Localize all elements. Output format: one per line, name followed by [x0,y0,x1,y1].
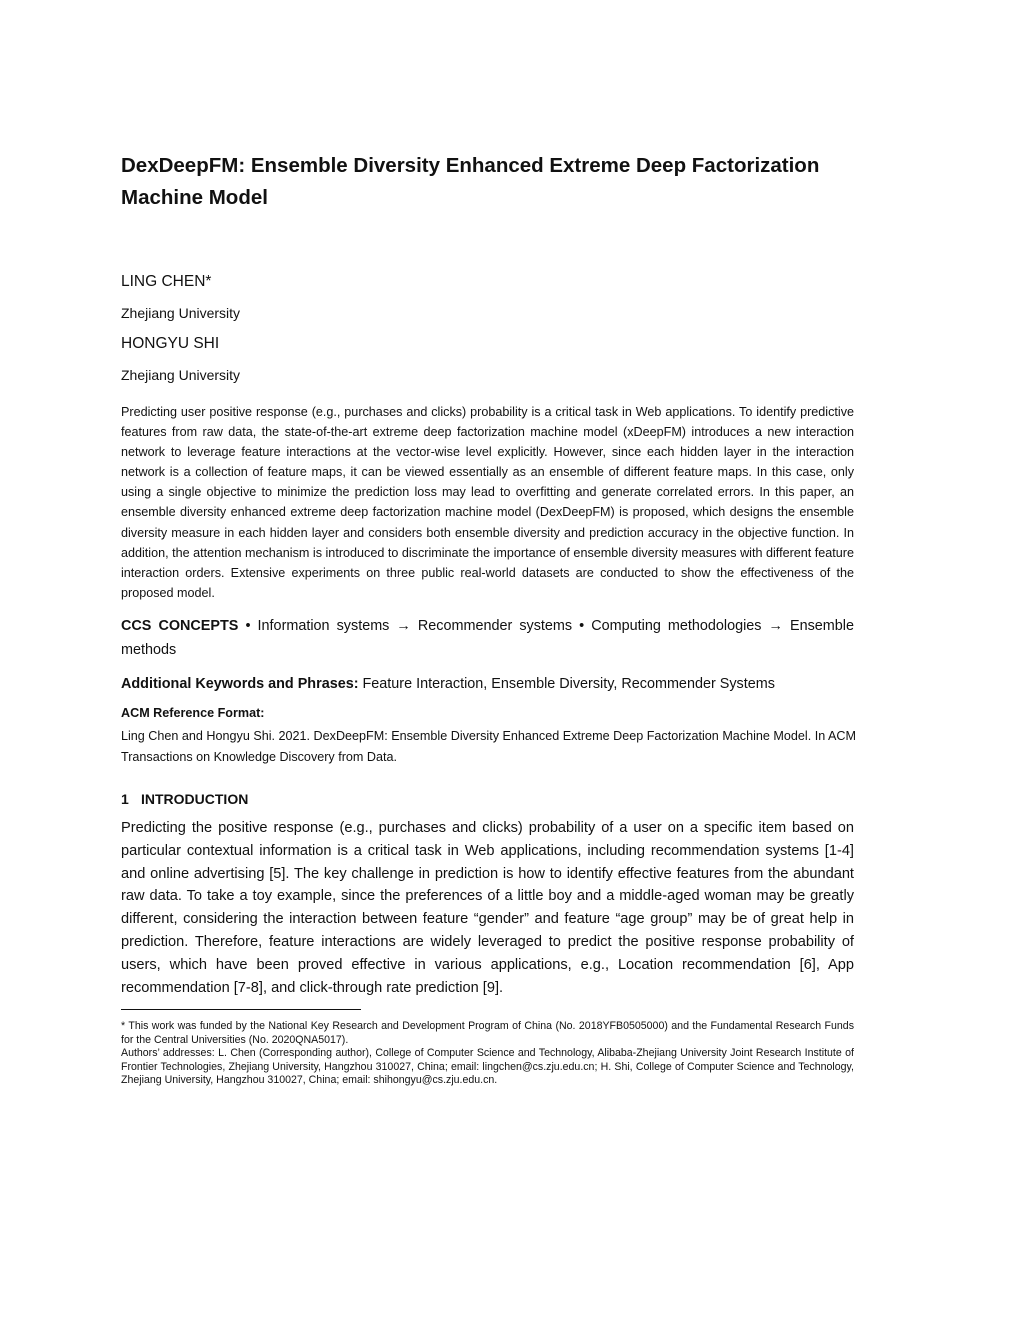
author-affiliation-2: Zhejiang University [121,367,241,383]
footnote-funding: * This work was funded by the National Key Research and Development Program of China (No. 2018YFB0505000) and the Fundamental Research Funds for the Central Universities (No. 2020QNA5017). [121,1020,854,1046]
ccs-text: • Information systems → Recommender systems • Computing methodologies → Ensemble methods [121,618,854,658]
acm-reference-heading: ACM Reference Format: [121,706,265,720]
section-number: 1 [121,791,129,807]
section-title: INTRODUCTION [141,791,249,807]
paper-title: DexDeepFM: Ensemble Diversity Enhanced Extreme Deep Factorization Machine Model [121,154,820,209]
acm-reference-text: Ling Chen and Hongyu Shi. 2021. DexDeepFM: Ensemble Diversity Enhanced Extreme Deep Factorization Machine Model. In ACM Transactions on Knowledge Discovery from Data. [121,729,857,764]
ccs-concepts [121,615,854,662]
abstract: Predicting user positive response (e.g., purchases and clicks) probability is a critical task in Web applications. To identify predictive features from raw data, the state-of-the-art extreme deep factorization machine model (xDeepFM) introduces a new interaction network to leverage feature interactions at the vector-wise level explicitly. However, since each hidden layer in the interaction network is a collection of feature maps, it can be viewed essentially as an ensemble of different feature maps. In this case, only using a single objective to minimize the prediction loss may lead to overfitting and generate correlated errors. In this paper, an ensemble diversity enhanced extreme deep factorization machine model (DexDeepFM) is proposed, which designs the ensemble diversity measure in each hidden layer and considers both ensemble diversity and prediction accuracy in the objective function. In addition, the attention mechanism is introduced to discriminate the importance of ensemble diversity measures with different feature interaction orders. Extensive experiments on three public real-world datasets are conducted to show the effectiveness of the proposed model. [121,405,854,600]
ccs-label: CCS CONCEPTS [121,618,239,634]
footnote-addresses: Authors’ addresses: L. Chen (Corresponding author), College of Computer Science and Technology, Alibaba-Zhejiang University Joint Research Institute of Frontier Technologies, Zhejiang University, Hangzhou 310027, China; email: lingchen@cs.zju.edu.cn; H. Shi, College of Computer Science and Technology, Zhejiang University, Hangzhou 310027, China; email: shihongyu@cs.zju.edu.cn. [121,1047,854,1086]
section-heading [121,791,248,807]
introduction-body: Predicting the positive response (e.g., purchases and clicks) probability of a user on a specific item based on particular contextual information is a critical task in Web applications, including recommendation systems [1-4] and online advertising [5]. The key challenge in prediction is how to identify effective features from the abundant raw data. To take a toy example, since the preferences of a little boy and a middle-aged woman may be greatly different, considering the interaction between feature “gender” and feature “age group” may be of great help in prediction. Therefore, feature interactions are widely leveraged to predict the positive response probability of users, which have been proved effective in various applications, e.g., Location recommendation [6], App recommendation [7-8], and click-through rate prediction [9]. [121,820,854,996]
keywords-text: Feature Interaction, Ensemble Diversity, Recommender Systems [358,676,775,692]
author-name-1: LING CHEN* [121,273,212,290]
keywords [121,673,854,695]
author-affiliation-1: Zhejiang University [121,305,241,321]
keywords-label: Additional Keywords and Phrases: [121,676,359,692]
author-name-2: HONGYU SHI [121,335,220,352]
footnote-divider [121,1009,361,1010]
